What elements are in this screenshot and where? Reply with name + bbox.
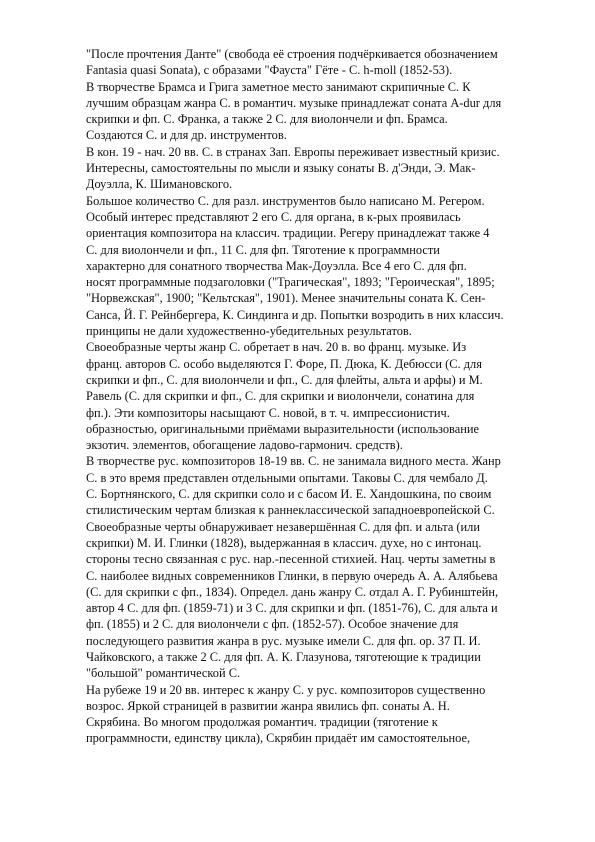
text-line: В творчестве Брамса и Грига заметное место занимают скрипичные С. К: [86, 79, 471, 94]
text-line: На рубеже 19 и 20 вв. интерес к жанру С. у рус. композиторов существенно: [86, 682, 486, 697]
text-line: Fantasia quasi Sonata), с образами "Фауста" Гёте - С. h-moll (1852-53).: [86, 63, 453, 78]
text-line: Особый интерес представляют 2 его С. для органа, в к-рых проявилась: [86, 209, 461, 224]
text-line: Большое количество С. для разл. инструментов было написано М. Регером.: [86, 193, 485, 208]
text-line: характерно для сонатного творчества Мак-Доуэлла. Все 4 его С. для фп.: [86, 258, 467, 273]
text-line: Создаются С. и для др. инструментов.: [86, 128, 287, 143]
text-line: "Норвежская", 1900; "Кельтская", 1901). Менее значительны соната К. Сен-: [86, 291, 486, 306]
document-page: [86, 46, 556, 747]
text-line: принципы не дали художественно-убедительных результатов.: [86, 324, 412, 339]
text-line: возрос. Яркой страницей в развитии жанра явились фп. сонаты А. Н.: [86, 698, 450, 713]
text-line: (С. для скрипки с фп., 1834). Определ. дань жанру С. отдал А. Г. Рубинштейн,: [86, 584, 499, 599]
text-line: Равель (С. для скрипки и фп., С. для скрипки и виолончели, сонатина для: [86, 389, 475, 404]
text-line: франц. авторов С. особо выделяются Г. Форе, П. Дюка, К. Дебюсси (С. для: [86, 356, 482, 371]
text-line: скрипки и фп., С. для виолончели и фп., С. для флейты, альта и арфы) и М.: [86, 372, 483, 387]
text-line: Скрябина. Во многом продолжая романтич. традиции (тяготение к: [86, 715, 438, 730]
text-line: Интересны, самостоятельны по мысли и языку сонаты В. д'Энди, Э. Мак-: [86, 161, 476, 176]
text-line: С. для виолончели и фп., 11 С. для фп. Тяготение к программности: [86, 242, 440, 257]
text-line: С. в это время представлен отдельными опытами. Таковы С. для чембало Д.: [86, 470, 488, 485]
text-line: скрипки и фп. С. Франка, а также 2 С. для виолончели и фп. Брамса.: [86, 112, 448, 127]
text-line: лучшим образцам жанра С. в романтич. музыке принадлежат соната A-dur для: [86, 95, 502, 110]
text-line: скрипки) М. И. Глинки (1828), выдержанная в классич. духе, но с интонац.: [86, 535, 482, 550]
text-line: Чайковского, а также 2 С. для фп. А. К. Глазунова, тяготеющие к традиции: [86, 649, 481, 664]
text-line: стилистическим чертам близкая к раннеклассической западноевропейской С.: [86, 503, 495, 518]
text-line: В творчестве рус. композиторов 18-19 вв. С. не занимала видного места. Жанр: [86, 454, 501, 469]
text-line: образностью, оригинальными приёмами выразительности (использование: [86, 421, 479, 436]
text-line: программности, единству цикла), Скрябин придаёт им самостоятельное,: [86, 731, 471, 746]
text-line: ориентация композитора на классич. традиции. Регеру принадлежат также 4: [86, 226, 490, 241]
text-line: С. наиболее видных современников Глинки, в первую очередь А. А. Алябьева: [86, 568, 498, 583]
text-line: "После прочтения Данте" (свобода её строения подчёркивается обозначением: [86, 47, 498, 61]
text-line: Своеобразные черты обнаруживает незавершённая С. для фп. и альта (или: [86, 519, 480, 534]
text-line: автор 4 С. для фп. (1859-71) и 3 С. для скрипки и фп. (1851-76), С. для альта и: [86, 601, 498, 616]
text-line: последующего развития жанра в рус. музыке имели С. для фп. ор. 37 П. И.: [86, 633, 481, 648]
text-line: В кон. 19 - нач. 20 вв. С. в странах Зап. Европы переживает известный кризис.: [86, 144, 500, 159]
text-line: С. Бортнянского, С. для скрипки соло и с басом И. Е. Хандошкина, по своим: [86, 487, 492, 502]
text-line: "большой" романтической С.: [86, 666, 241, 681]
text-line: Своеобразные черты жанр С. обретает в нач. 20 в. во франц. музыке. Из: [86, 340, 467, 355]
text-line: Доуэлла, К. Шимановского.: [86, 177, 233, 192]
text-line: Санса, Й. Г. Рейнбергера, К. Синдинга и др. Попытки возродить в них классич.: [86, 307, 504, 322]
text-line: носят программные подзаголовки ("Трагическая", 1893; "Героическая", 1895;: [86, 275, 495, 290]
text-line: фп. (1855) и 2 С. для виолончели с фп. (1852-57). Особое значение для: [86, 617, 459, 632]
text-line: экзотич. элементов, обогащение ладово-гармонич. средств).: [86, 438, 403, 453]
text-line: фп.). Эти композиторы насыщают С. новой, в т. ч. импрессионистич.: [86, 405, 450, 420]
text-line: стороны тесно связанная с рус. нар.-песенной стихией. Нац. черты заметны в: [86, 552, 496, 567]
